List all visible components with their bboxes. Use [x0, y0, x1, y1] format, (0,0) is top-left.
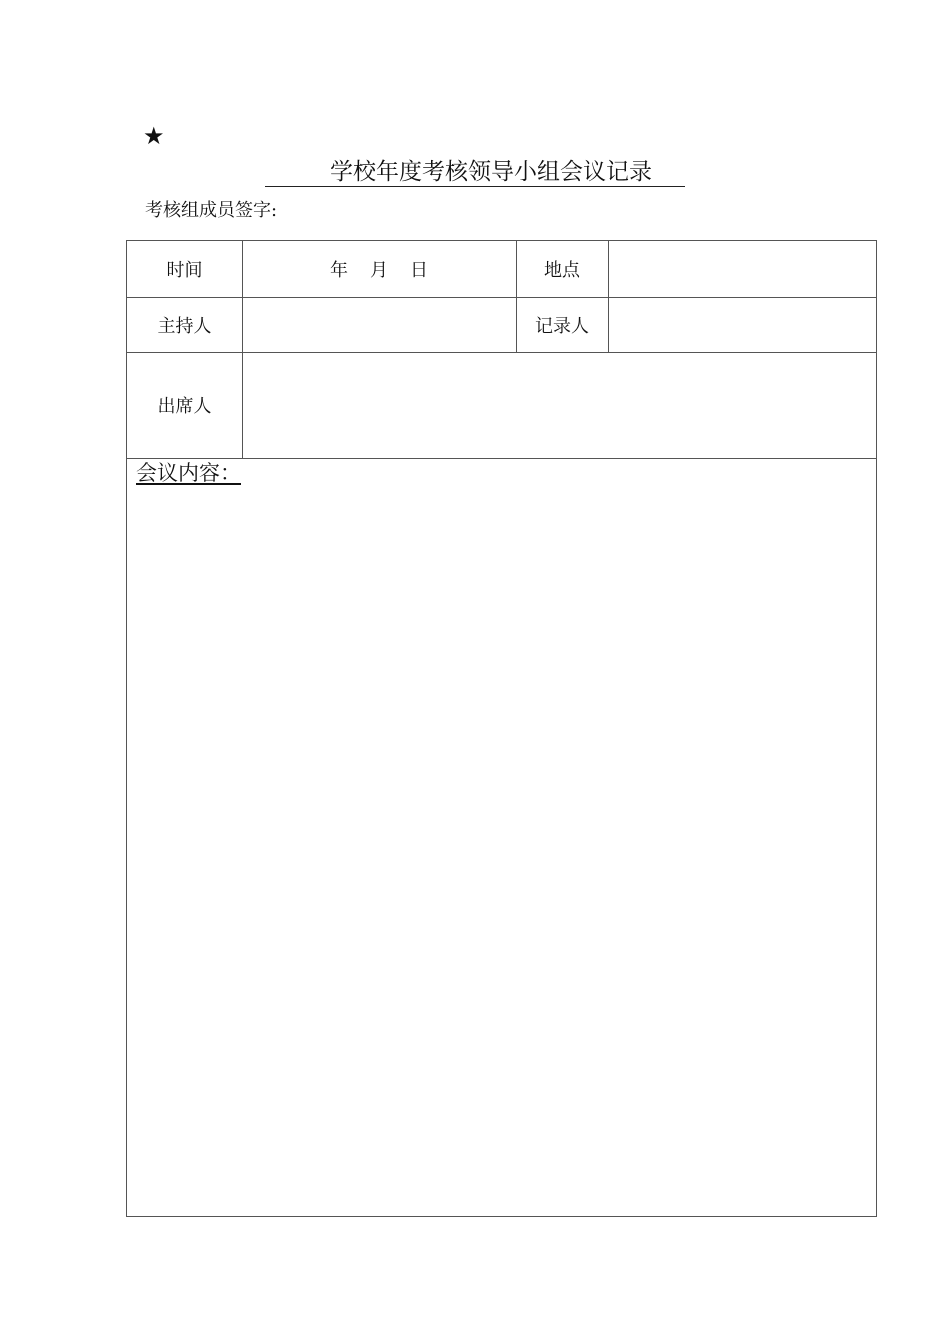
meeting-content-field[interactable] [127, 486, 876, 1216]
date-month-label: 月 [370, 260, 388, 281]
meeting-content-label: 会议内容： [136, 461, 241, 485]
attendees-label: 出席人 [157, 396, 212, 417]
date-day-label: 日 [410, 260, 428, 281]
date-year-label: 年 [330, 260, 348, 281]
row-divider [127, 458, 876, 459]
page-title: 学校年度考核领导小组会议记录 [330, 159, 652, 185]
signers-label: 考核组成员签字: [145, 200, 278, 221]
host-label: 主持人 [157, 315, 212, 337]
attendees-field[interactable] [242, 352, 876, 458]
recorder-label: 记录人 [535, 315, 589, 337]
location-field[interactable] [608, 241, 876, 297]
location-label: 地点 [544, 260, 580, 281]
host-field[interactable] [242, 297, 516, 352]
meeting-record-form [126, 240, 877, 1217]
time-label: 时间 [166, 260, 203, 281]
date-field[interactable] [242, 241, 516, 297]
star-icon: ★ [143, 122, 165, 150]
recorder-field[interactable] [608, 297, 876, 352]
